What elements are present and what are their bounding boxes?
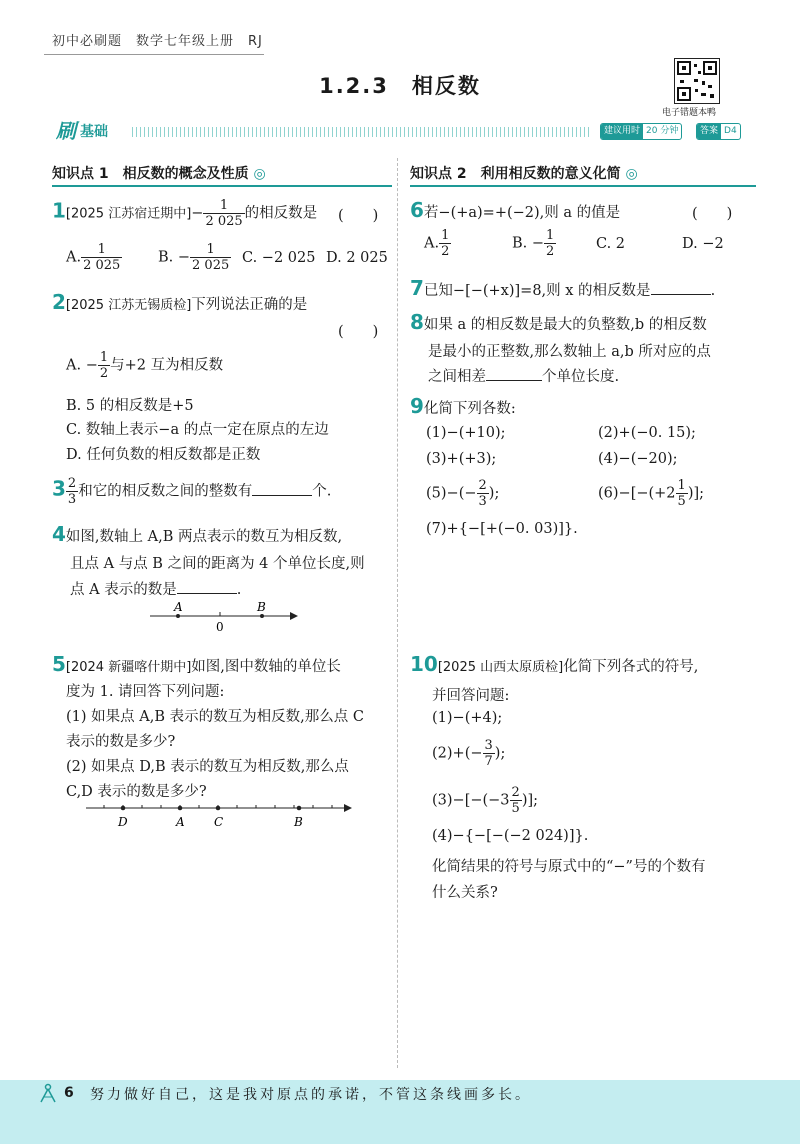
q1-option-b[interactable] xyxy=(158,242,231,273)
q4-l1: 如图,数轴上 A,B 两点表示的数互为相反数, xyxy=(65,529,343,545)
q1-option-a[interactable] xyxy=(66,242,122,273)
q9-item-6 xyxy=(598,478,704,509)
q9-item-3: (3)+(+3); xyxy=(426,451,497,467)
q4-number: 4 xyxy=(52,522,66,546)
q2-option-c[interactable]: C. 数轴上表示−a 的点一定在原点的左边 xyxy=(66,422,329,438)
q10-item-2 xyxy=(432,738,505,769)
q6-option-b[interactable] xyxy=(512,228,556,259)
q6-a-label: A. xyxy=(424,235,440,252)
answer-value: D4 xyxy=(724,126,737,136)
q1-a-frac xyxy=(81,242,122,273)
target-icon: ◎ xyxy=(253,166,266,182)
q6-paren: ( ) xyxy=(692,206,733,222)
q10-i2-post: ); xyxy=(494,745,506,762)
q10-i2-d: 7 xyxy=(484,754,493,769)
q4-label-b: B xyxy=(257,600,266,614)
q9-i6-frac xyxy=(676,478,688,509)
q8-line1 xyxy=(410,310,707,334)
q3-frac-n: 2 xyxy=(67,476,77,491)
kp2-underline xyxy=(410,185,756,187)
q6-a-d: 2 xyxy=(441,244,450,259)
q10-question-1: 化简结果的符号与原式中的“−”号的个数有 xyxy=(432,859,706,875)
q10-i2-frac xyxy=(483,738,495,769)
q5-number: 5 xyxy=(52,652,66,676)
q1-stem xyxy=(52,198,317,229)
q10-source: [2025 山西太原质检] xyxy=(437,660,564,675)
page-number: 6 xyxy=(64,1085,74,1101)
q2-a-post: 与+2 互为相反数 xyxy=(110,357,224,374)
q6-stem xyxy=(410,198,620,222)
book-header: 初中必刷题 数学七年级上册 RJ xyxy=(52,34,263,49)
q1-post: 的相反数是 xyxy=(244,205,318,222)
q5-number-line xyxy=(86,796,356,832)
q5-label-d: D xyxy=(118,815,128,829)
q4-l3: 点 A 表示的数是 xyxy=(70,582,177,598)
q1-frac-d: 2 025 xyxy=(205,214,243,229)
q4-label-zero: 0 xyxy=(216,620,224,634)
q5-source: [2024 新疆喀什期中] xyxy=(65,660,192,675)
q6-b-d: 2 xyxy=(546,244,555,259)
q4-point-b xyxy=(260,614,264,618)
q6-option-d[interactable]: D. −2 xyxy=(682,236,724,252)
q1-b-frac xyxy=(190,242,231,273)
q1-source: [2025 江苏宿迁期中] xyxy=(65,206,192,222)
q5-point-a xyxy=(178,806,183,811)
q7-tail: . xyxy=(710,283,716,299)
kp1-title xyxy=(52,163,266,183)
header-rule xyxy=(44,54,264,55)
q2-a-d: 2 xyxy=(99,366,109,381)
time-value: 20 分钟 xyxy=(646,126,679,136)
q4-tail: . xyxy=(236,582,242,598)
q3-text: 和它的相反数之间的整数有 xyxy=(78,483,253,500)
q6-a-frac xyxy=(439,228,451,259)
q2-option-a[interactable] xyxy=(66,350,223,381)
q5-label-b: B xyxy=(294,815,303,829)
q8-line2: 是最小的正整数,那么数轴上 a,b 所对应的点 xyxy=(428,344,711,360)
q4-line3 xyxy=(70,578,241,599)
q9-i5-post: ); xyxy=(488,485,500,502)
q5-point-b xyxy=(297,806,302,811)
q6-text: 若−(+a)=+(−2),则 a 的值是 xyxy=(423,205,621,221)
q9-item-4: (4)−(−20); xyxy=(598,451,678,467)
banner-brand: 刷 xyxy=(56,119,76,143)
q10-item-1: (1)−(+4); xyxy=(432,710,503,726)
q7-text: 已知−[−(+x)]=8,则 x 的相反数是 xyxy=(423,283,651,299)
q10-i3-pre: (3)−[−(−3 xyxy=(432,792,510,809)
page-title: 1.2.3 相反数 xyxy=(319,74,481,98)
q10-text: 化简下列各式的符号, xyxy=(563,659,699,675)
q5-point-c xyxy=(216,806,221,811)
target-icon: ◎ xyxy=(625,166,638,182)
q1-number: 1 xyxy=(52,198,66,223)
q4-blank[interactable] xyxy=(177,593,237,594)
q8-l1: 如果 a 的相反数是最大的负整数,b 的相反数 xyxy=(423,317,707,333)
q4-point-a xyxy=(176,614,180,618)
q4-label-a: A xyxy=(174,600,183,614)
q6-number: 6 xyxy=(410,198,424,222)
q2-text: 下列说法正确的是 xyxy=(191,297,308,313)
q9-item-2: (2)+(−0. 15); xyxy=(598,425,696,441)
kp2-title xyxy=(410,163,638,183)
q5-label-a: A xyxy=(176,815,185,829)
kp1-title-text: 知识点 1 相反数的概念及性质 xyxy=(52,166,249,182)
kp1-underline xyxy=(52,185,392,187)
q6-a-n: 1 xyxy=(441,228,450,243)
q10-i3-post: )]; xyxy=(521,792,539,809)
q6-option-c[interactable]: C. 2 xyxy=(596,236,626,252)
q10-i2-n: 3 xyxy=(484,738,493,753)
compass-icon xyxy=(36,1082,60,1104)
q9-item-7: (7)+{−[+(−0. 03)]}. xyxy=(426,521,578,537)
q5-line1 xyxy=(52,652,341,676)
q1-option-c[interactable]: C. −2 025 xyxy=(242,250,316,266)
q5-l1: 如图,图中数轴的单位长 xyxy=(191,659,341,675)
q4-line1 xyxy=(52,522,342,546)
q9-i6-d: 5 xyxy=(677,494,686,509)
time-label: 建议用时 xyxy=(601,124,643,139)
q10-i3-frac xyxy=(510,785,522,816)
q7-stem xyxy=(410,276,715,300)
q1-a-label: A. xyxy=(66,249,82,266)
q3-frac xyxy=(66,476,78,507)
q1-a-n: 1 xyxy=(81,242,122,258)
q5-point-d xyxy=(121,806,126,811)
q8-blank[interactable] xyxy=(486,380,542,381)
q8-line3 xyxy=(428,365,619,386)
answer-badge[interactable] xyxy=(696,123,741,140)
q5-sub1a: (1) 如果点 A,B 表示的数互为相反数,那么点 C xyxy=(66,709,364,725)
q9-i5-d: 3 xyxy=(478,494,487,509)
q1-fraction xyxy=(203,198,244,229)
qr-caption: 电子错题本鸭 xyxy=(662,108,717,118)
time-badge xyxy=(600,123,682,140)
q9-i5-frac xyxy=(477,478,489,509)
q6-b-label: B. − xyxy=(512,235,545,252)
q7-number: 7 xyxy=(410,276,424,300)
q8-l3b: 个单位长度. xyxy=(542,369,620,385)
q8-number: 8 xyxy=(410,310,424,334)
q2-number: 2 xyxy=(52,290,66,314)
q4-line2: 且点 A 与点 B 之间的距离为 4 个单位长度,则 xyxy=(70,556,365,572)
q1-paren: ( ) xyxy=(338,208,379,224)
q5-sub1b: 表示的数是多少? xyxy=(66,734,176,750)
q2-a-pre: A. − xyxy=(66,357,98,374)
q9-stem xyxy=(410,394,516,418)
q2-option-d[interactable]: D. 任何负数的相反数都是正数 xyxy=(66,447,261,463)
q6-b-frac xyxy=(544,228,556,259)
q2-source: [2025 江苏无锡质检] xyxy=(65,298,192,313)
q2-stem xyxy=(52,290,307,314)
q2-paren: ( ) xyxy=(338,324,379,340)
banner-section: 基础 xyxy=(80,124,108,140)
q10-line2: 并回答问题: xyxy=(432,688,510,704)
q10-i3-n: 2 xyxy=(511,785,520,800)
footer-motto: 努力做好自己，这是我对原点的承诺，不管这条线画多长。 xyxy=(90,1087,532,1103)
q1-b-label: B. − xyxy=(158,249,191,266)
q5-line2: 度为 1. 请回答下列问题: xyxy=(66,684,225,700)
q9-i6-n: 1 xyxy=(677,478,686,493)
q10-item-3 xyxy=(432,785,538,816)
q9-i5-n: 2 xyxy=(478,478,487,493)
q9-text: 化简下列各数: xyxy=(423,401,516,417)
q10-i3-d: 5 xyxy=(511,801,520,816)
kp2-title-text: 知识点 2 利用相反数的意义化简 xyxy=(410,166,621,182)
q5-sub2a: (2) 如果点 D,B 表示的数互为相反数,那么点 xyxy=(66,759,349,775)
q2-a-frac xyxy=(98,350,110,381)
q2-a-n: 1 xyxy=(99,350,109,365)
q1-pre: − xyxy=(191,205,204,222)
q3-stem xyxy=(52,476,331,507)
q9-i5-pre: (5)−(− xyxy=(426,485,477,502)
column-divider xyxy=(397,158,398,1068)
q7-blank[interactable] xyxy=(651,294,711,295)
q1-b-d: 2 025 xyxy=(192,258,230,273)
banner-dots xyxy=(132,127,592,137)
q9-i6-pre: (6)−[−(+2 xyxy=(598,485,676,502)
q1-b-n: 1 xyxy=(190,242,231,258)
q10-question-2: 什么关系? xyxy=(432,885,498,901)
answer-label: 答案 xyxy=(697,124,721,139)
qr-code-icon[interactable] xyxy=(674,58,720,104)
q5-sub2b: C,D 表示的数是多少? xyxy=(66,784,207,800)
q5-label-c: C xyxy=(214,815,224,829)
q6-b-n: 1 xyxy=(546,228,555,243)
q9-item-5 xyxy=(426,478,499,509)
q4-number-line xyxy=(150,600,300,636)
q2-option-b[interactable]: B. 5 的相反数是+5 xyxy=(66,398,194,414)
q3-blank[interactable] xyxy=(252,495,312,496)
q10-line1 xyxy=(410,652,698,676)
q6-option-a[interactable] xyxy=(424,228,451,259)
q10-item-4: (4)−{−[−(−2 024)]}. xyxy=(432,828,589,844)
q3-tail: 个. xyxy=(312,483,332,500)
q1-option-d[interactable]: D. 2 025 xyxy=(326,250,388,266)
q8-l3a: 之间相差 xyxy=(428,369,486,385)
q3-number: 3 xyxy=(52,476,66,501)
q9-item-1: (1)−(+10); xyxy=(426,425,506,441)
q9-i6-post: )]; xyxy=(687,485,705,502)
q3-frac-d: 3 xyxy=(67,492,77,507)
q1-a-d: 2 025 xyxy=(83,258,121,273)
q1-frac-n: 1 xyxy=(203,198,244,214)
q9-number: 9 xyxy=(410,394,424,418)
q10-number: 10 xyxy=(410,652,438,676)
q10-i2-pre: (2)+(− xyxy=(432,745,483,762)
